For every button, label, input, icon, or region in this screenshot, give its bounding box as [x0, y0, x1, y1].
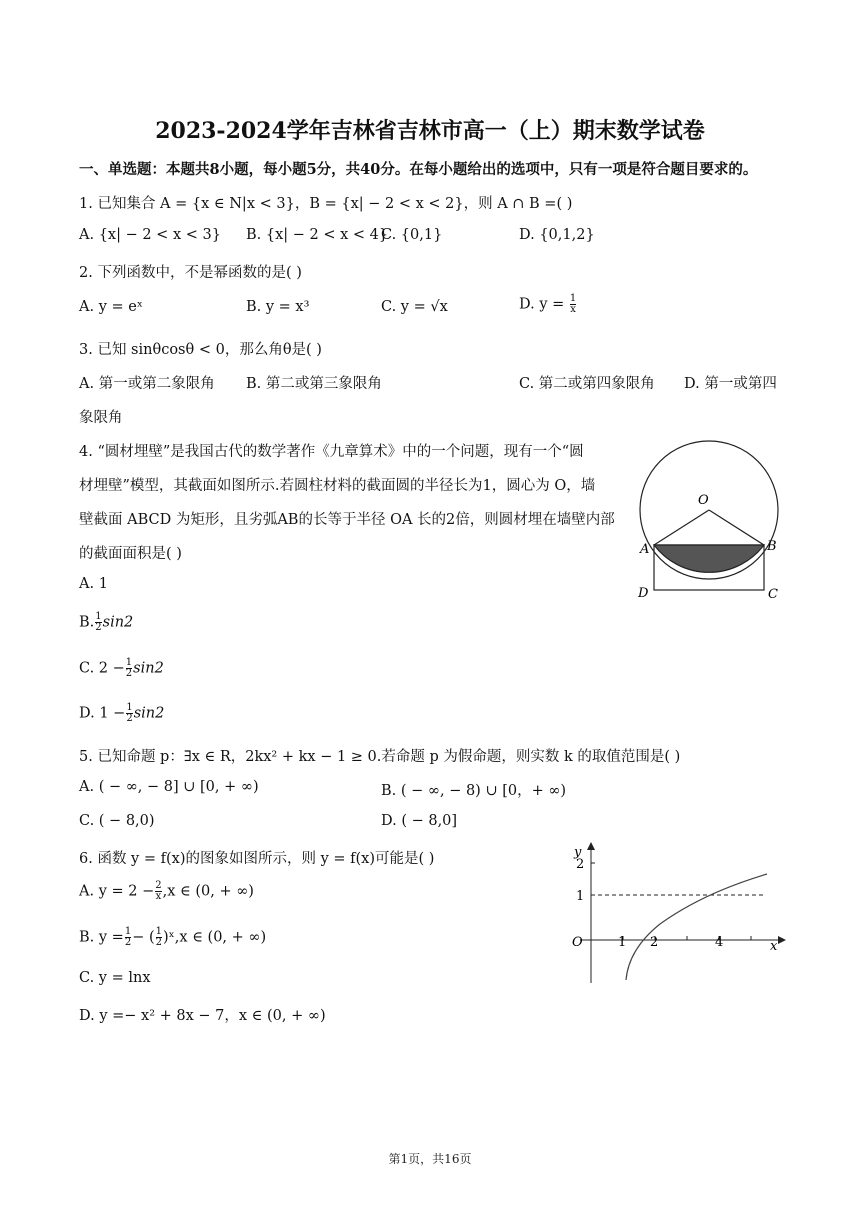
segment-shaded — [654, 545, 764, 572]
q4-option-a: A. 1 — [79, 576, 108, 592]
half-fraction — [126, 703, 132, 724]
frac-num: 1 — [126, 702, 133, 713]
q6-b-fraction-2 — [156, 927, 162, 948]
label-y: y — [574, 845, 582, 860]
frac-num: 1 — [569, 293, 577, 304]
frac-den: 2 — [125, 668, 133, 679]
q4-stem-line2: 材埋壁”模型，其截面如图所示.若圆柱材料的截面圆的半径长为1，圆心为 O，墙 — [79, 478, 596, 494]
q4-option-c — [79, 658, 164, 679]
tick-label-4: 4 — [715, 935, 724, 950]
label-b: B — [767, 539, 777, 554]
q4-option-b-prefix: B. — [79, 614, 95, 631]
frac-num: 1 — [124, 926, 132, 937]
frac-num: 1 — [125, 657, 133, 668]
q2-stem: 2. 下列函数中，不是幂函数的是( ) — [79, 265, 302, 281]
function-curve — [626, 874, 767, 980]
q3-stem: 3. 已知 sinθcosθ < 0，那么角θ是( ) — [79, 342, 322, 358]
tick-label-2: 2 — [650, 935, 659, 950]
q6-option-b-suffix: )ˣ,x ∈ (0, + ∞) — [163, 929, 267, 946]
q2-option-b: B. y = x³ — [246, 299, 310, 315]
label-origin: O — [572, 935, 583, 950]
frac-den: 2 — [95, 622, 102, 633]
q6-option-b-prefix: B. y = — [79, 929, 124, 946]
q4-option-c-suffix: sin2 — [133, 660, 164, 677]
q2-option-a: A. y = eˣ — [79, 299, 143, 315]
q3-option-c: C. 第二或第四象限角 — [519, 376, 655, 392]
label-a: A — [640, 542, 650, 557]
q6-option-b-mid: − ( — [132, 929, 155, 946]
q4-stem-line3: 壁截面 ABCD 为矩形，且劣弧AB的长等于半径 OA 长的2倍，则圆材埋在墙壁内部 — [79, 512, 615, 528]
label-c: C — [768, 587, 778, 602]
q4-stem-line1: 4. “圆材埋壁”是我国古代的数学著作《九章算术》中的一个问题，现有一个“圆 — [79, 444, 584, 460]
frac-num: 2 — [155, 880, 162, 891]
tick-label-y2: 2 — [576, 857, 585, 872]
q6-option-a-suffix: ,x ∈ (0, + ∞) — [162, 883, 254, 900]
q6-option-b — [79, 927, 266, 948]
q6-option-d: D. y =− x² + 8x − 7，x ∈ (0, + ∞) — [79, 1008, 326, 1024]
x-axis-arrow — [778, 936, 786, 944]
q3-option-d-continued: 象限角 — [79, 410, 123, 426]
frac-den: x — [570, 304, 576, 315]
q1-option-d: D. {0,1,2} — [519, 227, 595, 243]
label-o: O — [698, 493, 709, 508]
q5-option-c: C. ( − 8,0) — [79, 813, 155, 829]
q5-option-a: A. ( − ∞, − 8] ∪ [0, + ∞) — [79, 779, 259, 795]
q1-stem: 1. 已知集合 A = {x ∈ N|x < 3}，B = {x| − 2 < x < 2}，则 A ∩ B =( ) — [79, 196, 573, 212]
page-title: 2023-2024学年吉林省吉林市高一（上）期末数学试卷 — [155, 118, 705, 144]
q2-option-d-prefix: D. y = — [519, 296, 565, 313]
radius-ob — [709, 510, 764, 545]
q3-option-d: D. 第一或第四 — [684, 376, 777, 392]
q4-option-d-suffix: sin2 — [133, 705, 165, 722]
q4-option-d-prefix: D. 1 − — [79, 705, 126, 722]
frac-den: 2 — [126, 713, 133, 724]
q1-option-c: C. {0,1} — [381, 227, 443, 243]
frac-num: 1 — [95, 611, 102, 622]
half-fraction — [126, 658, 132, 679]
q6-figure — [560, 838, 790, 988]
q6-option-c: C. y = lnx — [79, 970, 151, 986]
q5-option-d: D. ( − 8,0] — [381, 813, 458, 829]
q4-figure — [632, 440, 792, 610]
label-d: D — [638, 586, 649, 601]
frac-den: x — [155, 891, 162, 902]
q2-option-c: C. y = √x — [381, 299, 448, 315]
q5-option-b: B. ( − ∞, − 8) ∪ [0，+ ∞) — [381, 783, 567, 799]
tick-label-y1: 1 — [576, 889, 585, 904]
q4-option-c-prefix: C. 2 − — [79, 660, 125, 677]
page-footer: 第1页，共16页 — [388, 1152, 472, 1166]
q4-option-b-suffix: sin2 — [102, 614, 134, 631]
tick-label-1: 1 — [618, 935, 627, 950]
q6-stem: 6. 函数 y = f(x)的图象如图所示，则 y = f(x)可能是( ) — [79, 851, 435, 867]
q6-option-a — [79, 881, 254, 902]
radius-oa — [654, 510, 709, 545]
y-axis-arrow — [587, 842, 595, 850]
q3-option-b: B. 第二或第三象限角 — [246, 376, 382, 392]
q1-option-a: A. {x| − 2 < x < 3} — [79, 227, 221, 243]
q2-option-d-fraction — [570, 294, 576, 315]
q5-stem: 5. 已知命题 p：∃x ∈ R，2kx² + kx − 1 ≥ 0.若命题 p 为假命题，则实数 k 的取值范围是( ) — [79, 749, 681, 765]
label-x: x — [770, 939, 778, 954]
section-heading: 一、单选题：本题共8小题，每小题5分，共40分。在每小题给出的选项中，只有一项是符合题目要求的。 — [79, 161, 758, 178]
frac-num: 1 — [155, 926, 162, 937]
q6-a-fraction — [155, 881, 161, 902]
q4-option-d — [79, 703, 164, 724]
q3-option-a: A. 第一或第二象限角 — [79, 376, 215, 392]
q1-option-b: B. {x| − 2 < x < 4} — [246, 227, 389, 243]
q6-option-a-prefix: A. y = 2 − — [79, 883, 155, 900]
q4-stem-line4: 的截面面积是( ) — [79, 546, 182, 562]
frac-den: 2 — [124, 937, 132, 948]
q6-b-fraction — [125, 927, 131, 948]
half-fraction — [95, 612, 101, 633]
frac-den: 2 — [155, 937, 162, 948]
q2-option-d — [519, 294, 577, 315]
q4-option-b — [79, 612, 133, 633]
